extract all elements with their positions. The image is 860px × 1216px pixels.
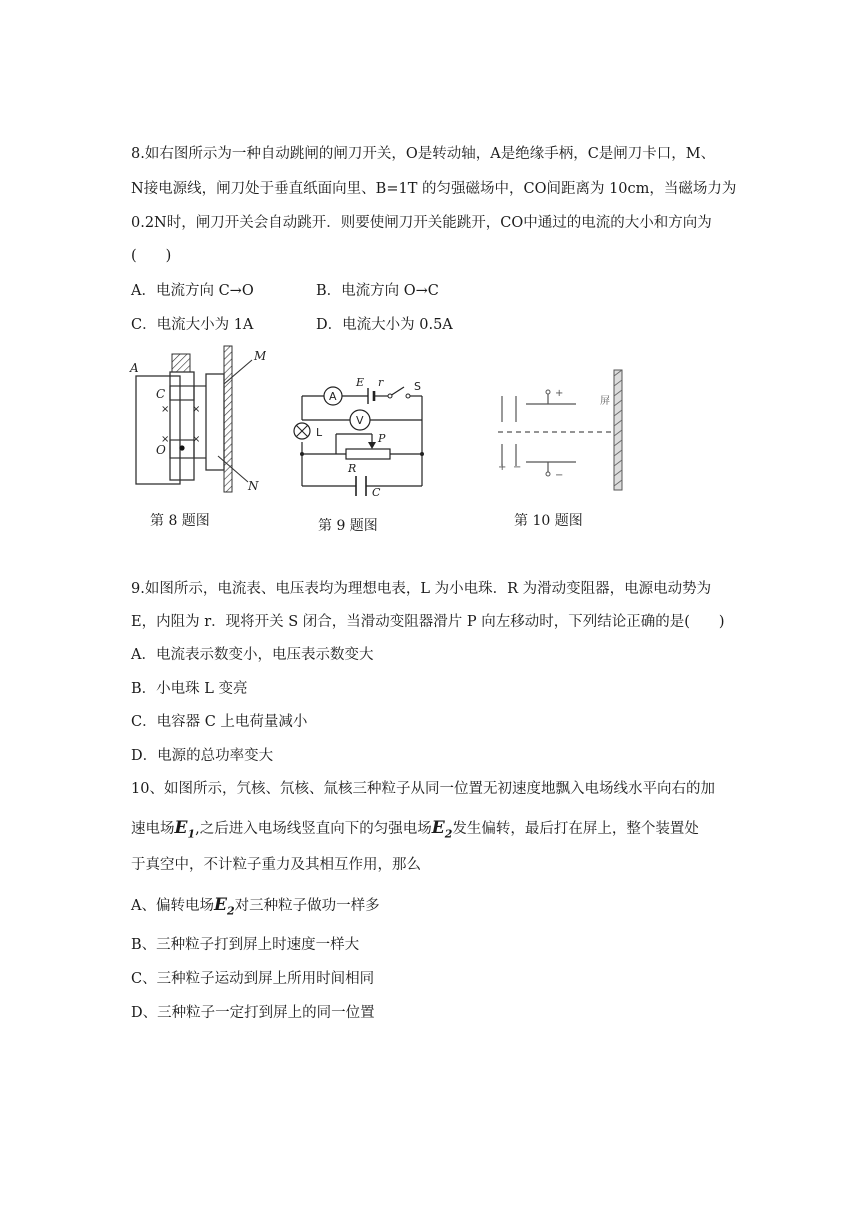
q9-option-a: A．电流表示数变小，电压表示数变大 bbox=[131, 647, 374, 663]
q8-figure-caption: 第 8 题图 bbox=[150, 513, 210, 529]
q9-label-r: R bbox=[348, 462, 357, 475]
q9-line-1: 9.如图所示，电流表、电压表均为理想电表，L 为小电珠．R 为滑动变阻器，电源电动势为 bbox=[131, 581, 712, 597]
q9-label-r-internal: r bbox=[378, 376, 384, 389]
q8-line-1: 8.如右图所示为一种自动跳闸的闸刀开关，O是转动轴，A是绝缘手柄，C是闸刀卡口，M、 bbox=[131, 146, 716, 162]
q8-label-m: M bbox=[254, 349, 266, 363]
q8-pivot-dot bbox=[179, 445, 184, 450]
q9-line-2: E，内阻为 r．现将开关 S 闭合，当滑动变阻器滑片 P 向左移动时，下列结论正确的是( ) bbox=[131, 614, 725, 630]
q8-option-d: D．电流大小为 0.5A bbox=[316, 317, 453, 333]
q10-label-plus-left: + bbox=[498, 462, 507, 473]
e1-letter: E bbox=[174, 818, 188, 838]
q8-blade bbox=[170, 372, 194, 480]
e1-symbol bbox=[174, 818, 196, 841]
q10-line-1: 10、如图所示，氕核、氘核、氚核三种粒子从同一位置无初速度地飘入电场线水平向右的加 bbox=[131, 781, 715, 797]
q9-option-d: D．电源的总功率变大 bbox=[131, 748, 274, 764]
q9-label-voltmeter: V bbox=[356, 414, 364, 427]
q10-option-b: B、三种粒子打到屏上时速度一样大 bbox=[131, 937, 360, 953]
q10-label-minus-bottom: − bbox=[555, 470, 564, 481]
q8-line-3: 0.2N时，闸刀开关会自动跳开．则要使闸刀开关能跳开，CO中通过的电流的大小和方向为 bbox=[131, 215, 712, 231]
e2-letter: E bbox=[431, 818, 445, 838]
q10-line-2-pre: 速电场 bbox=[131, 821, 175, 837]
q10-option-c: C、三种粒子运动到屏上所用时间相同 bbox=[131, 971, 375, 987]
q10-line-2-post: 发生偏转，最后打在屏上，整个装置处 bbox=[452, 821, 699, 837]
q9-label-p: P bbox=[378, 432, 386, 445]
q8-label-o: O bbox=[156, 443, 166, 457]
q10-option-a-pre: A、偏转电场 bbox=[131, 898, 214, 914]
q10-label-plus-top: + bbox=[555, 388, 564, 399]
q10-label-screen: 屏 bbox=[600, 396, 610, 407]
q8-notch bbox=[170, 386, 194, 400]
q9-option-b: B．小电珠 L 变亮 bbox=[131, 681, 248, 697]
q10-option-a bbox=[131, 895, 380, 921]
e2-letter: E bbox=[213, 895, 227, 915]
q9-figure bbox=[290, 376, 440, 500]
q9-label-ammeter: A bbox=[329, 390, 337, 403]
q9-option-c: C．电容器 C 上电荷量减小 bbox=[131, 714, 308, 730]
q10-line-2-mid: ,之后进入电场线竖直向下的匀强电场 bbox=[195, 821, 432, 837]
e2-symbol bbox=[213, 895, 235, 918]
q8-line-4: ( ) bbox=[131, 248, 172, 264]
q9-label-l: L bbox=[316, 426, 323, 439]
q10-label-minus-left: − bbox=[513, 462, 522, 473]
q8-label-n: N bbox=[248, 479, 259, 493]
q8-label-c: C bbox=[156, 387, 166, 401]
e1-subscript: 1 bbox=[187, 827, 196, 841]
e2-subscript: 2 bbox=[226, 904, 235, 918]
q8-wall bbox=[224, 346, 232, 492]
q8-field-cross: × bbox=[161, 434, 170, 445]
q8-figure bbox=[126, 344, 266, 496]
q10-figure-caption: 第 10 题图 bbox=[514, 513, 583, 529]
q10-option-d: D、三种粒子一定打到屏上的同一位置 bbox=[131, 1005, 375, 1021]
q8-hatched-grip bbox=[172, 354, 190, 372]
q8-field-cross: × bbox=[192, 404, 201, 415]
q8-option-b: B．电流方向 O→C bbox=[316, 283, 439, 299]
q9-figure-caption: 第 9 题图 bbox=[318, 518, 378, 534]
e2-subscript: 2 bbox=[444, 827, 453, 841]
q10-line-2 bbox=[131, 818, 699, 844]
q10-screen bbox=[614, 370, 622, 490]
e2-symbol bbox=[431, 818, 453, 841]
q8-label-a: A bbox=[130, 361, 139, 375]
q10-line-3: 于真空中，不计粒子重力及其相互作用，那么 bbox=[131, 857, 421, 873]
q8-option-a: A．电流方向 C→O bbox=[131, 283, 254, 299]
q9-label-c: C bbox=[372, 486, 381, 499]
q10-figure bbox=[494, 366, 630, 494]
q8-field-cross: × bbox=[161, 404, 170, 415]
q8-option-c: C．电流大小为 1A bbox=[131, 317, 254, 333]
q8-bracket bbox=[206, 374, 224, 470]
q9-label-s: S bbox=[414, 380, 421, 393]
q8-field-cross: × bbox=[192, 434, 201, 445]
q10-option-a-post: 对三种粒子做功一样多 bbox=[234, 898, 380, 914]
q9-label-e: E bbox=[356, 376, 365, 389]
q8-line-2: N接电源线，闸刀处于垂直纸面向里、B=1T 的匀强磁场中，CO间距离为 10cm，当磁场力为 bbox=[131, 181, 737, 197]
